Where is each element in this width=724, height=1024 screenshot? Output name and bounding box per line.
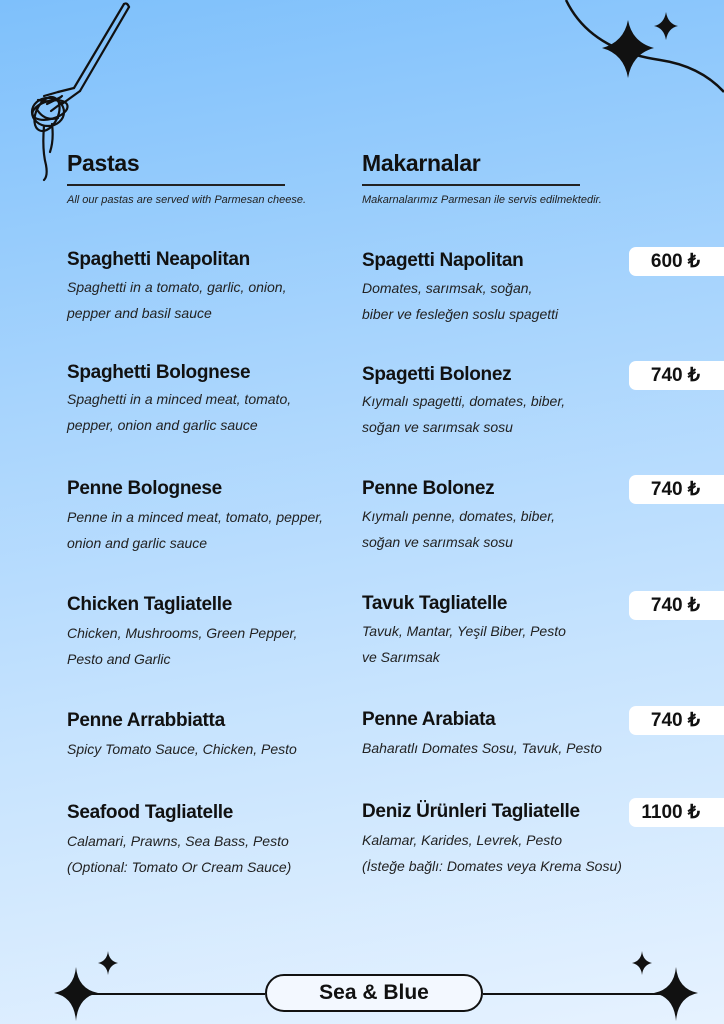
menu-item-name: Penne Arabiata xyxy=(362,709,496,730)
menu-item-desc xyxy=(362,735,602,761)
menu-item-name: Penne Bolonez xyxy=(362,478,495,499)
menu-item-desc xyxy=(362,618,566,670)
desc-line: Kalamar, Karides, Levrek, Pesto xyxy=(362,832,562,848)
menu-item-name: Chicken Tagliatelle xyxy=(67,594,233,615)
price-tag: 1100 ₺ xyxy=(629,798,724,827)
menu-item-desc xyxy=(67,736,297,762)
menu-item-desc xyxy=(362,275,558,327)
menu-item-name: Spagetti Bolonez xyxy=(362,364,512,385)
desc-line: soğan ve sarımsak sosu xyxy=(362,534,513,550)
footer-line-left xyxy=(78,993,265,995)
desc-line: Spaghetti in a tomato, garlic, onion, xyxy=(67,279,287,295)
desc-line: Kıymalı penne, domates, biber, xyxy=(362,508,555,524)
menu-item-desc xyxy=(67,620,297,672)
menu-item-name: Spaghetti Bolognese xyxy=(67,362,251,383)
section-divider xyxy=(362,184,580,186)
price-tag: 600 ₺ xyxy=(629,247,724,276)
price-tag: 740 ₺ xyxy=(629,591,724,620)
section-note: All our pastas are served with Parmesan cheese. xyxy=(67,194,307,206)
menu-item-name: Spaghetti Neapolitan xyxy=(67,249,250,270)
price-tag: 740 ₺ xyxy=(629,361,724,390)
desc-line: onion and garlic sauce xyxy=(67,535,208,551)
desc-line: Chicken, Mushrooms, Green Pepper, xyxy=(67,625,298,641)
menu-item-name: Penne Bolognese xyxy=(67,478,222,499)
desc-line: biber ve fesleğen soslu spagetti xyxy=(362,306,559,322)
price-tag: 740 ₺ xyxy=(629,706,724,735)
menu-item-name: Deniz Ürünleri Tagliatelle xyxy=(362,801,580,822)
menu-item-desc xyxy=(67,386,291,438)
desc-line: pepper and basil sauce xyxy=(67,305,212,321)
menu-item-desc xyxy=(67,504,323,556)
desc-line: Spicy Tomato Sauce, Chicken, Pesto xyxy=(67,741,297,757)
desc-line: Baharatlı Domates Sosu, Tavuk, Pesto xyxy=(362,740,602,756)
section-note: Makarnalarımız Parmesan ile servis edilmektedir. xyxy=(362,194,602,206)
menu-item-desc xyxy=(362,827,622,879)
menu-item-name: Spagetti Napolitan xyxy=(362,250,524,271)
desc-line: soğan ve sarımsak sosu xyxy=(362,419,513,435)
brand-name-badge: Sea & Blue xyxy=(265,974,483,1012)
section-title-pastas: Pastas xyxy=(67,150,140,176)
menu-item-desc xyxy=(362,503,555,555)
section-title-makarnalar: Makarnalar xyxy=(362,150,481,176)
menu-item-desc xyxy=(67,828,291,880)
menu-item-name: Penne Arrabbiatta xyxy=(67,710,225,731)
sparkle-star-icon xyxy=(620,945,710,1024)
desc-line: Spaghetti in a minced meat, tomato, xyxy=(67,391,292,407)
desc-line: (Optional: Tomato Or Cream Sauce) xyxy=(67,859,292,875)
menu-item-name: Seafood Tagliatelle xyxy=(67,802,234,823)
desc-line: Penne in a minced meat, tomato, pepper, xyxy=(67,509,324,525)
desc-line: pepper, onion and garlic sauce xyxy=(67,417,258,433)
desc-line: (İsteğe bağlı: Domates veya Krema Sosu) xyxy=(362,858,622,874)
desc-line: ve Sarımsak xyxy=(362,649,440,665)
section-divider xyxy=(67,184,285,186)
menu-item-desc xyxy=(362,388,565,440)
desc-line: Kıymalı spagetti, domates, biber, xyxy=(362,393,566,409)
menu-item-desc xyxy=(67,274,286,326)
price-tag: 740 ₺ xyxy=(629,475,724,504)
desc-line: Calamari, Prawns, Sea Bass, Pesto xyxy=(67,833,289,849)
sparkle-star-icon xyxy=(560,0,724,110)
desc-line: Pesto and Garlic xyxy=(67,651,171,667)
desc-line: Domates, sarımsak, soğan, xyxy=(362,280,533,296)
sparkle-star-icon xyxy=(50,945,140,1024)
menu-item-name: Tavuk Tagliatelle xyxy=(362,593,508,614)
desc-line: Tavuk, Mantar, Yeşil Biber, Pesto xyxy=(362,623,566,639)
